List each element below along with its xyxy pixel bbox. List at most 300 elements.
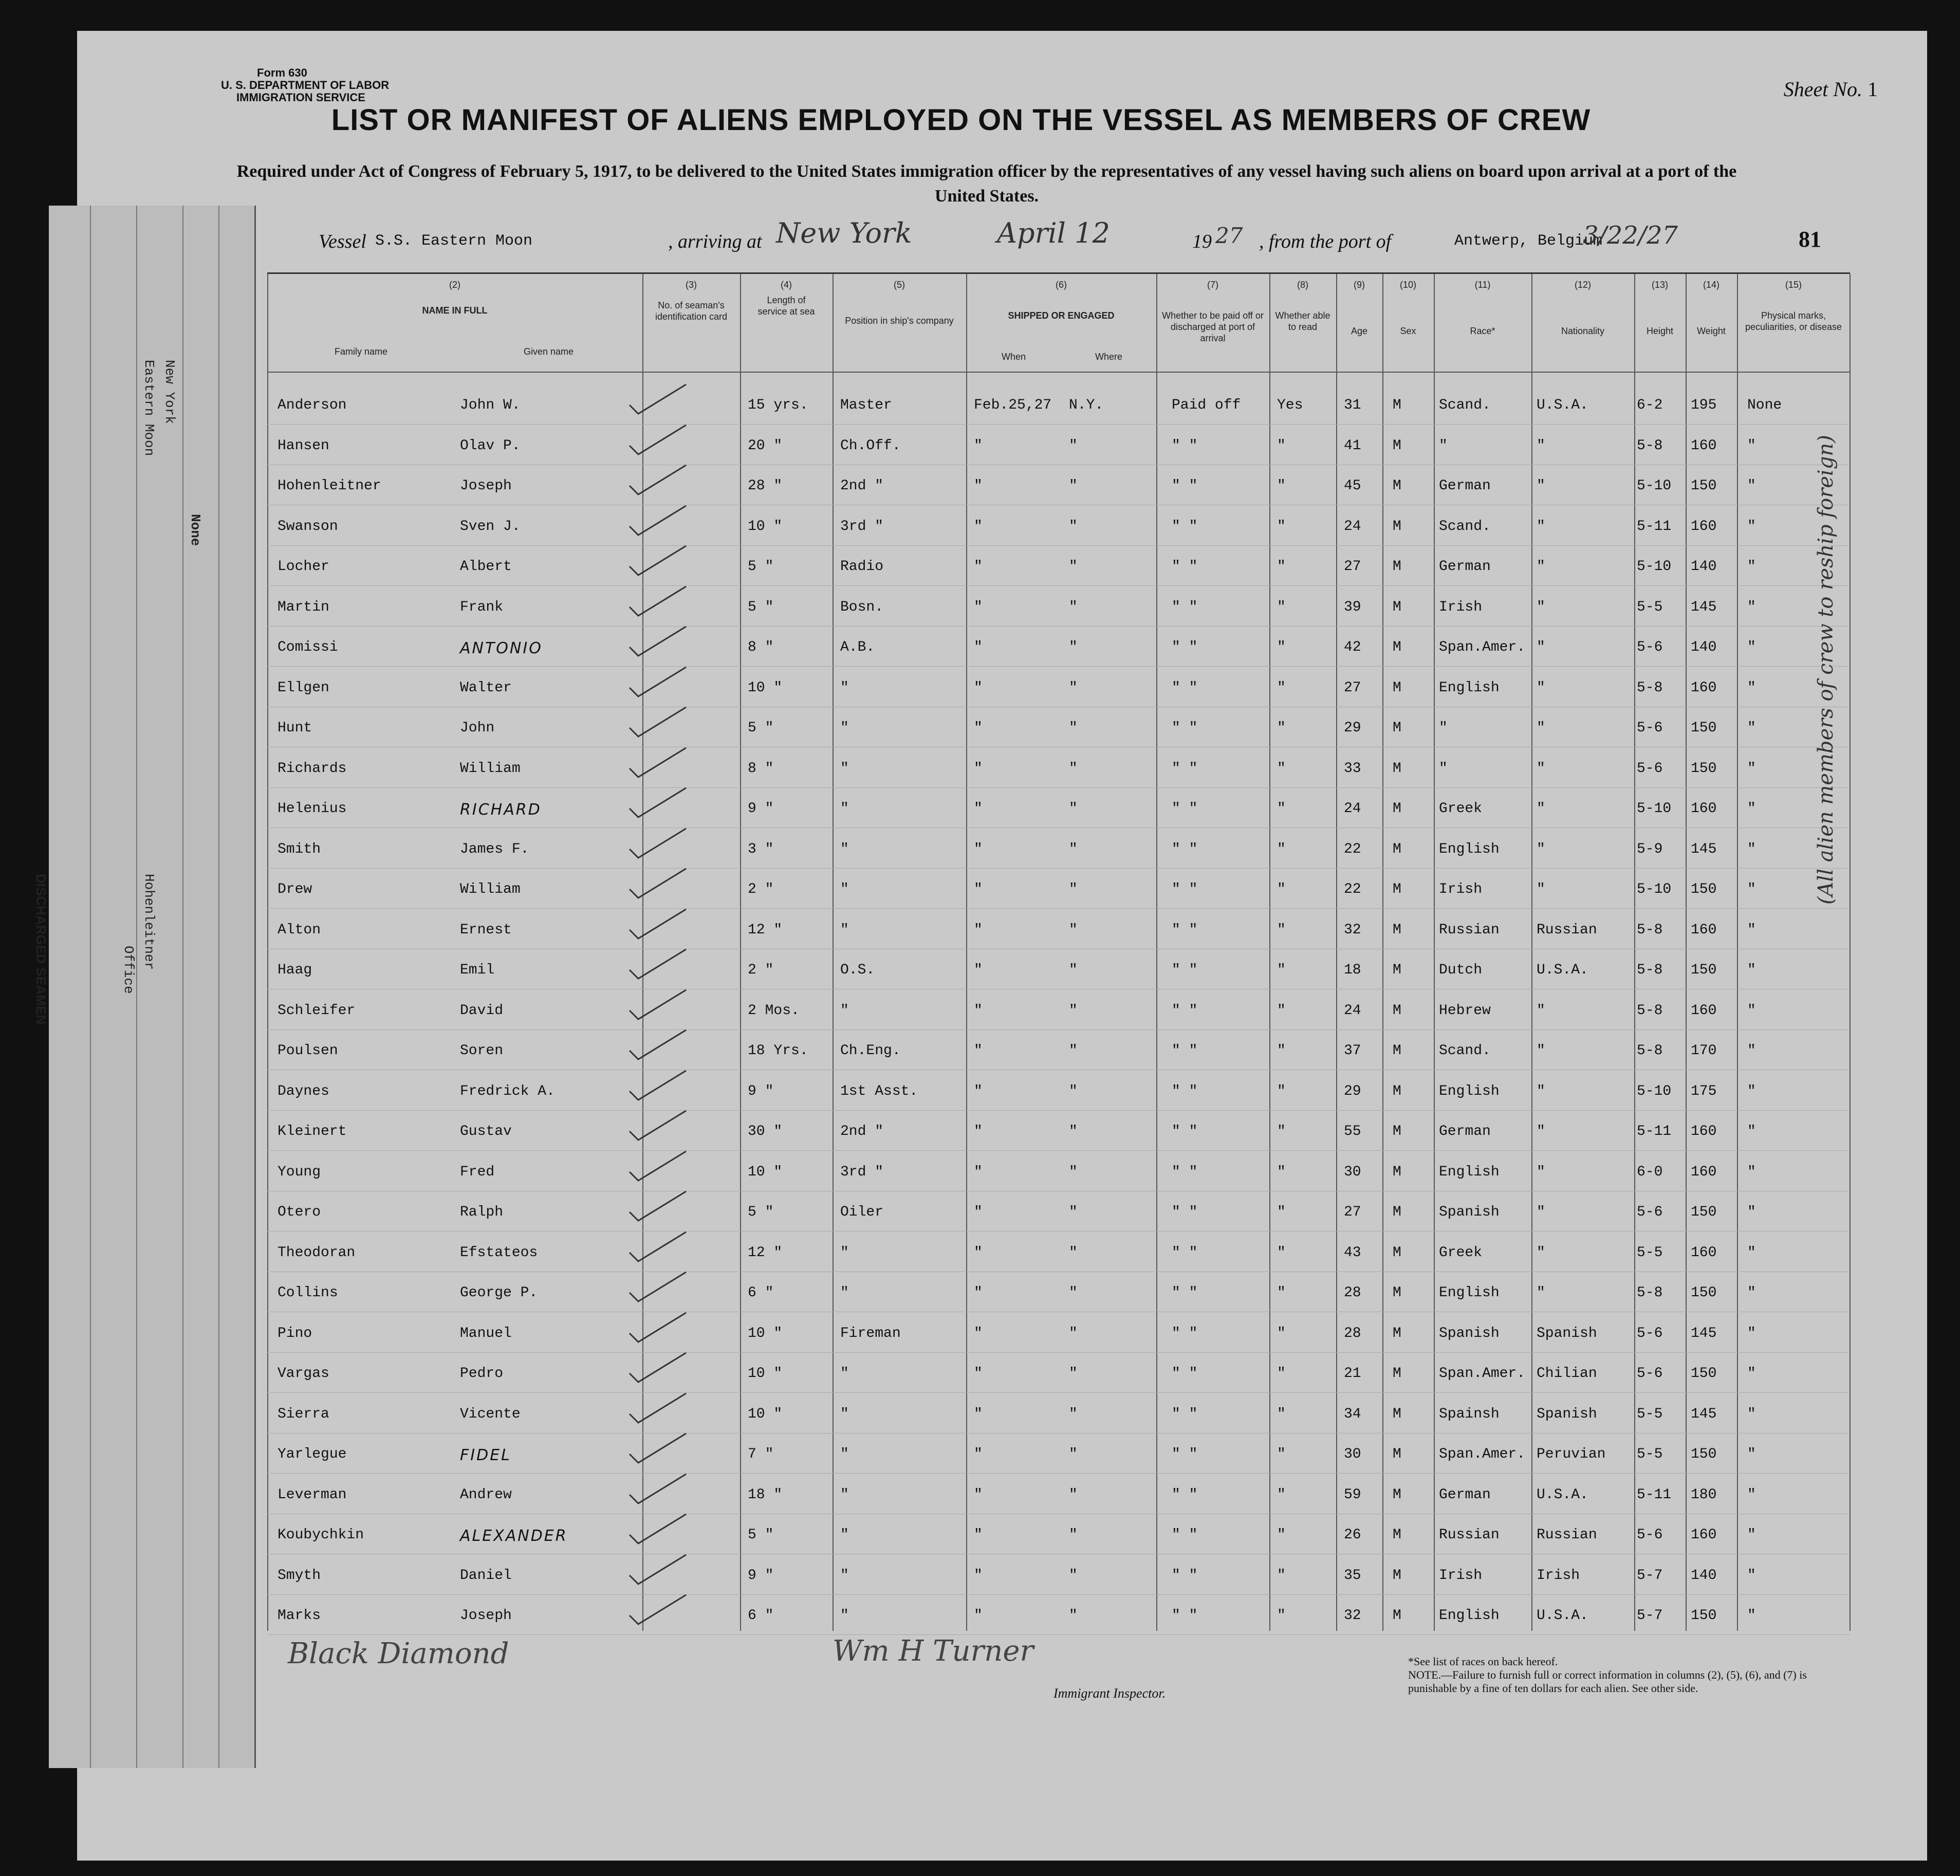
height-cell: 5-11 <box>1637 518 1672 535</box>
given-name-cell: FIDEL <box>460 1446 511 1464</box>
given-name-cell: Fred <box>460 1164 495 1180</box>
able-to-read-cell: " <box>1277 1406 1286 1422</box>
family-name-cell: Vargas <box>278 1366 329 1382</box>
marks-cell: " <box>1747 841 1756 857</box>
shipped-where-cell: " <box>1069 801 1078 817</box>
row-rule <box>267 1392 1850 1393</box>
height-cell: 5-11 <box>1637 1486 1672 1503</box>
sex-cell: M <box>1393 1366 1401 1382</box>
col6-when: When <box>1001 352 1026 362</box>
sex-cell: M <box>1393 559 1401 575</box>
able-to-read-cell: " <box>1277 1164 1286 1180</box>
marks-cell: " <box>1747 801 1756 817</box>
able-to-read-cell: " <box>1277 478 1286 494</box>
shipped-when-cell: " <box>974 559 983 575</box>
nationality-cell: " <box>1537 1083 1545 1099</box>
sex-cell: M <box>1393 720 1401 736</box>
given-name-cell: ALEXANDER <box>460 1527 568 1545</box>
position-cell: " <box>840 1406 849 1422</box>
sex-cell: M <box>1393 1244 1401 1261</box>
weight-cell: 160 <box>1691 1244 1717 1261</box>
age-cell: 27 <box>1344 1204 1361 1220</box>
row-rule <box>267 424 1850 425</box>
shipped-when-cell: " <box>974 437 983 454</box>
sex-cell: M <box>1393 922 1401 938</box>
shipped-when-cell: " <box>974 679 983 696</box>
paid-off-cell: " " <box>1172 1124 1198 1139</box>
service-cell: 18 Yrs. <box>748 1043 808 1059</box>
paid-off-cell: " " <box>1172 1002 1198 1019</box>
weight-cell: 150 <box>1691 1366 1717 1382</box>
height-cell: 5-7 <box>1637 1608 1663 1624</box>
able-to-read-cell: " <box>1277 841 1286 857</box>
shipped-when-cell: " <box>974 1608 983 1624</box>
col6-num: (6) <box>1056 280 1067 290</box>
checkmark-icon <box>627 826 689 862</box>
vessel-name: S.S. Eastern Moon <box>375 232 533 250</box>
weight-cell: 140 <box>1691 1567 1717 1584</box>
weight-cell: 175 <box>1691 1083 1717 1099</box>
position-cell: " <box>840 1285 849 1301</box>
service-cell: 12 " <box>748 922 783 938</box>
position-cell: " <box>840 760 849 777</box>
paid-off-cell: " " <box>1172 1083 1198 1099</box>
race-cell: Span.Amer. <box>1439 1366 1526 1382</box>
sex-cell: M <box>1393 1406 1401 1422</box>
nationality-cell: U.S.A. <box>1537 1486 1588 1503</box>
marks-cell: " <box>1747 1446 1756 1462</box>
height-cell: 5-5 <box>1637 1244 1663 1261</box>
weight-cell: 195 <box>1691 397 1717 413</box>
nationality-cell: " <box>1537 841 1545 857</box>
service-cell: 7 " <box>748 1446 774 1462</box>
age-cell: 21 <box>1344 1366 1361 1382</box>
weight-cell: 150 <box>1691 1285 1717 1301</box>
checkmark-icon <box>627 665 689 701</box>
position-cell: " <box>840 1244 849 1261</box>
nationality-cell: " <box>1537 720 1545 736</box>
weight-cell: 150 <box>1691 760 1717 777</box>
age-cell: 43 <box>1344 1244 1361 1261</box>
sex-cell: M <box>1393 1204 1401 1220</box>
position-cell: 3rd " <box>840 518 884 535</box>
family-name-cell: Martin <box>278 599 329 615</box>
family-name-cell: Otero <box>278 1204 321 1220</box>
shipped-where-cell: " <box>1069 1325 1078 1341</box>
marks-cell: " <box>1747 1608 1756 1624</box>
paid-off-cell: " " <box>1172 559 1198 575</box>
height-cell: 5-11 <box>1637 1124 1672 1139</box>
sex-cell: M <box>1393 1043 1401 1059</box>
marks-cell: " <box>1747 922 1756 938</box>
service-cell: 30 " <box>748 1124 783 1139</box>
shipped-when-cell: " <box>974 760 983 777</box>
col11-label: Race* <box>1470 326 1495 336</box>
sex-cell: M <box>1393 1486 1401 1503</box>
age-cell: 28 <box>1344 1325 1361 1341</box>
sex-cell: M <box>1393 599 1401 615</box>
weight-cell: 160 <box>1691 679 1717 696</box>
inspector-signature: Wm H Turner <box>833 1634 1034 1668</box>
shipped-where-cell: N.Y. <box>1069 397 1104 413</box>
shipped-when-cell: " <box>974 518 983 535</box>
footnote <box>1408 1655 1850 1695</box>
paid-off-cell: " " <box>1172 1527 1198 1543</box>
given-name-cell: George P. <box>460 1285 538 1301</box>
row-rule <box>267 787 1850 788</box>
able-to-read-cell: " <box>1277 1567 1286 1584</box>
family-name-cell: Pino <box>278 1325 312 1341</box>
col12-label: Nationality <box>1561 326 1605 336</box>
position-cell: 1st Asst. <box>840 1083 918 1099</box>
given-name-cell: Daniel <box>460 1567 512 1584</box>
service-cell: 28 " <box>748 478 783 494</box>
able-to-read-cell: " <box>1277 1285 1286 1301</box>
shipped-where-cell: " <box>1069 1164 1078 1180</box>
paid-off-cell: " " <box>1172 437 1198 454</box>
height-cell: 5-6 <box>1637 1204 1663 1220</box>
position-cell: " <box>840 841 849 857</box>
service-cell: 5 " <box>748 559 774 575</box>
position-cell: " <box>840 679 849 696</box>
given-name-cell: James F. <box>460 841 529 857</box>
position-cell: 2nd " <box>840 478 884 494</box>
row-rule <box>267 827 1850 828</box>
shipped-when-cell: " <box>974 1002 983 1019</box>
marks-cell: " <box>1747 1567 1756 1584</box>
age-cell: 30 <box>1344 1164 1361 1180</box>
race-cell: English <box>1439 841 1500 857</box>
height-cell: 5-8 <box>1637 1043 1663 1059</box>
given-name-cell: John W. <box>460 397 521 413</box>
row-rule <box>267 626 1850 627</box>
paid-off-cell: " " <box>1172 760 1198 777</box>
shipped-when-cell: " <box>974 1486 983 1503</box>
position-cell: " <box>840 1527 849 1543</box>
age-cell: 22 <box>1344 881 1361 897</box>
checkmark-icon <box>627 907 689 943</box>
race-cell: English <box>1439 679 1500 696</box>
side-entry: None <box>188 514 203 546</box>
service-cell: 9 " <box>748 1083 774 1099</box>
position-cell: Ch.Off. <box>840 437 901 454</box>
shipped-when-cell: " <box>974 1204 983 1220</box>
side-entry: Office <box>121 946 136 994</box>
race-cell: English <box>1439 1285 1500 1301</box>
year-prefix: 19 <box>1192 231 1212 252</box>
shipped-where-cell: " <box>1069 437 1078 454</box>
side-entry: New York <box>162 360 177 424</box>
shipped-where-cell: " <box>1069 1083 1078 1099</box>
weight-cell: 150 <box>1691 478 1717 494</box>
able-to-read-cell: " <box>1277 1325 1286 1341</box>
nationality-cell: " <box>1537 518 1545 535</box>
given-name-cell: Emil <box>460 962 495 978</box>
paid-off-cell: " " <box>1172 962 1198 978</box>
weight-cell: 145 <box>1691 1406 1717 1422</box>
position-cell: 3rd " <box>840 1164 884 1180</box>
height-cell: 5-10 <box>1637 478 1672 494</box>
age-cell: 59 <box>1344 1486 1361 1503</box>
checkmark-icon <box>627 503 689 539</box>
shipped-where-cell: " <box>1069 639 1078 655</box>
service-cell: 8 " <box>748 760 774 777</box>
service-cell: 15 yrs. <box>748 397 808 413</box>
nationality-cell: Irish <box>1537 1567 1580 1584</box>
sex-cell: M <box>1393 801 1401 817</box>
height-cell: 5-8 <box>1637 437 1663 454</box>
shipped-where-cell: " <box>1069 679 1078 696</box>
shipped-where-cell: " <box>1069 1124 1078 1139</box>
given-name-cell: Fredrick A. <box>460 1083 555 1099</box>
marks-cell: " <box>1747 559 1756 575</box>
paid-off-cell: " " <box>1172 922 1198 938</box>
shipped-where-cell: " <box>1069 1002 1078 1019</box>
col2-given: Given name <box>523 346 574 357</box>
age-cell: 22 <box>1344 841 1361 857</box>
nationality-cell: " <box>1537 1164 1545 1180</box>
given-name-cell: Joseph <box>460 478 512 494</box>
nationality-cell: " <box>1537 1124 1545 1139</box>
height-cell: 5-9 <box>1637 841 1663 857</box>
position-cell: Master <box>840 397 892 413</box>
age-cell: 27 <box>1344 679 1361 696</box>
side-heading: DISCHARGED SEAMEN <box>33 874 49 1025</box>
form-reference <box>221 67 389 104</box>
service-cell: 2 Mos. <box>748 1002 800 1019</box>
family-name-cell: Collins <box>278 1285 338 1301</box>
col6-label: SHIPPED OR ENGAGED <box>1008 310 1115 321</box>
marks-cell: " <box>1747 962 1756 978</box>
able-to-read-cell: " <box>1277 1486 1286 1503</box>
shipped-when-cell: " <box>974 1325 983 1341</box>
marks-cell: " <box>1747 679 1756 696</box>
paid-off-cell: " " <box>1172 1325 1198 1341</box>
col4-label: Length of service at sea <box>757 295 815 317</box>
sex-cell: M <box>1393 1124 1401 1139</box>
able-to-read-cell: " <box>1277 679 1286 696</box>
position-cell: " <box>840 1002 849 1019</box>
age-cell: 31 <box>1344 397 1361 413</box>
age-cell: 24 <box>1344 1002 1361 1019</box>
age-cell: 30 <box>1344 1446 1361 1462</box>
position-cell: Oiler <box>840 1204 884 1220</box>
given-name-cell: Manuel <box>460 1325 512 1341</box>
weight-cell: 170 <box>1691 1043 1717 1059</box>
service-cell: 5 " <box>748 1527 774 1543</box>
shipped-where-cell: " <box>1069 760 1078 777</box>
checkmark-icon <box>627 422 689 458</box>
service-cell: 9 " <box>748 1567 774 1584</box>
able-to-read-cell: " <box>1277 1043 1286 1059</box>
service-cell: 10 " <box>748 518 783 535</box>
sex-cell: M <box>1393 1527 1401 1543</box>
vessel-line <box>319 217 1835 257</box>
col2-num: (2) <box>449 280 460 290</box>
weight-cell: 180 <box>1691 1486 1717 1503</box>
race-cell: Scand. <box>1439 518 1491 535</box>
shipped-when-cell: " <box>974 1124 983 1139</box>
col7-num: (7) <box>1207 280 1218 290</box>
position-cell: " <box>840 1446 849 1462</box>
col10-label: Sex <box>1400 326 1416 336</box>
paid-off-cell: " " <box>1172 639 1198 655</box>
given-name-cell: Efstateos <box>460 1244 538 1261</box>
able-to-read-cell: " <box>1277 720 1286 736</box>
shipped-where-cell: " <box>1069 1486 1078 1503</box>
shipped-where-cell: " <box>1069 559 1078 575</box>
family-name-cell: Leverman <box>278 1486 347 1503</box>
checkmark-icon <box>627 785 689 821</box>
paid-off-cell: " " <box>1172 518 1198 535</box>
col3-label: No. of seaman's identification card <box>655 300 728 322</box>
shipped-where-cell: " <box>1069 841 1078 857</box>
paid-off-cell: " " <box>1172 1406 1198 1422</box>
paid-off-cell: " " <box>1172 478 1198 494</box>
given-name-cell: Soren <box>460 1043 504 1059</box>
checkmark-icon <box>627 1108 689 1144</box>
sex-cell: M <box>1393 1567 1401 1584</box>
family-name-cell: Sierra <box>278 1406 329 1422</box>
col3-num: (3) <box>686 280 697 290</box>
nationality-cell: Chilian <box>1537 1366 1597 1382</box>
paid-off-cell: Paid off <box>1172 397 1241 413</box>
nationality-cell: " <box>1537 1043 1545 1059</box>
family-name-cell: Richards <box>278 760 347 777</box>
sex-cell: M <box>1393 1325 1401 1341</box>
race-cell: German <box>1439 478 1491 494</box>
col12-num: (12) <box>1574 280 1591 290</box>
paid-off-cell: " " <box>1172 1164 1198 1180</box>
age-cell: 35 <box>1344 1567 1361 1584</box>
shipped-when-cell: " <box>974 1164 983 1180</box>
checkmark-icon <box>627 1027 689 1063</box>
position-cell: 2nd " <box>840 1124 884 1139</box>
marks-cell: " <box>1747 599 1756 615</box>
shipped-where-cell: " <box>1069 1204 1078 1220</box>
family-name-cell: Kleinert <box>278 1124 347 1139</box>
shipped-where-cell: " <box>1069 962 1078 978</box>
race-cell: Hebrew <box>1439 1002 1491 1019</box>
position-cell: " <box>840 720 849 736</box>
height-cell: 5-6 <box>1637 639 1663 655</box>
position-cell: " <box>840 801 849 817</box>
given-name-cell: Joseph <box>460 1608 512 1624</box>
sex-cell: M <box>1393 841 1401 857</box>
height-cell: 5-6 <box>1637 1366 1663 1382</box>
checkmark-icon <box>627 1149 689 1185</box>
family-name-cell: Drew <box>278 881 312 897</box>
given-name-cell: Frank <box>460 599 504 615</box>
race-cell: Span.Amer. <box>1439 639 1526 655</box>
family-name-cell: Locher <box>278 559 329 575</box>
sheet-value: 1 <box>1867 78 1878 101</box>
age-cell: 32 <box>1344 922 1361 938</box>
age-cell: 42 <box>1344 639 1361 655</box>
row-rule <box>267 1110 1850 1111</box>
paid-off-cell: " " <box>1172 599 1198 615</box>
shipped-where-cell: " <box>1069 1366 1078 1382</box>
checkmark-icon <box>627 463 689 499</box>
position-cell: Radio <box>840 559 884 575</box>
race-cell: English <box>1439 1164 1500 1180</box>
marks-cell: " <box>1747 1366 1756 1382</box>
age-cell: 28 <box>1344 1285 1361 1301</box>
given-name-cell: ANTONIO <box>460 639 543 657</box>
nationality-cell: " <box>1537 1244 1545 1261</box>
shipped-where-cell: " <box>1069 1608 1078 1624</box>
family-name-cell: Helenius <box>278 801 347 817</box>
side-entry: Hohenleitner <box>141 874 157 970</box>
height-cell: 5-10 <box>1637 801 1672 817</box>
weight-cell: 140 <box>1691 639 1717 655</box>
nationality-cell: " <box>1537 478 1545 494</box>
marks-cell: " <box>1747 437 1756 454</box>
race-cell: German <box>1439 559 1491 575</box>
row-rule <box>267 1029 1850 1030</box>
race-cell: Span.Amer. <box>1439 1446 1526 1462</box>
race-cell: German <box>1439 1124 1491 1139</box>
height-cell: 5-5 <box>1637 1446 1663 1462</box>
age-cell: 45 <box>1344 478 1361 494</box>
able-to-read-cell: " <box>1277 1124 1286 1139</box>
service-cell: 6 " <box>748 1285 774 1301</box>
given-name-cell: Sven J. <box>460 518 521 535</box>
race-cell: Greek <box>1439 1244 1483 1261</box>
checkmark-icon <box>627 543 689 579</box>
position-cell: " <box>840 881 849 897</box>
checkmark-icon <box>627 1431 689 1467</box>
row-rule <box>267 908 1850 909</box>
margin-note: (All alien members of crew to reship foreign) <box>1814 435 1838 905</box>
shipped-when-cell: " <box>974 962 983 978</box>
shipped-when-cell: " <box>974 639 983 655</box>
height-cell: 5-6 <box>1637 1325 1663 1341</box>
weight-cell: 140 <box>1691 559 1717 575</box>
checkmark-icon <box>627 1068 689 1104</box>
weight-cell: 160 <box>1691 1124 1717 1139</box>
service-cell: 18 " <box>748 1486 783 1503</box>
col9-label: Age <box>1351 326 1368 336</box>
marks-cell: " <box>1747 1002 1756 1019</box>
family-name-cell: Smith <box>278 841 321 857</box>
paid-off-cell: " " <box>1172 881 1198 897</box>
row-rule <box>267 1150 1850 1151</box>
sex-cell: M <box>1393 1446 1401 1462</box>
height-cell: 5-8 <box>1637 1002 1663 1019</box>
nationality-cell: " <box>1537 679 1545 696</box>
shipped-when-cell: " <box>974 1406 983 1422</box>
family-name-cell: Hohenleitner <box>278 478 381 494</box>
service-cell: 10 " <box>748 1366 783 1382</box>
age-cell: 29 <box>1344 720 1361 736</box>
age-cell: 26 <box>1344 1527 1361 1543</box>
weight-cell: 145 <box>1691 599 1717 615</box>
checkmark-icon <box>627 1391 689 1427</box>
col7-label: Whether to be paid off or discharged at port of arrival <box>1162 310 1264 343</box>
race-cell: German <box>1439 1486 1491 1503</box>
able-to-read-cell: " <box>1277 922 1286 938</box>
marks-cell: " <box>1747 1325 1756 1341</box>
nationality-cell: " <box>1537 801 1545 817</box>
race-cell: Scand. <box>1439 397 1491 413</box>
given-name-cell: John <box>460 720 495 736</box>
service-cell: 2 " <box>748 881 774 897</box>
age-cell: 37 <box>1344 1043 1361 1059</box>
shipped-where-cell: " <box>1069 1567 1078 1584</box>
age-cell: 24 <box>1344 801 1361 817</box>
shipped-where-cell: " <box>1069 720 1078 736</box>
